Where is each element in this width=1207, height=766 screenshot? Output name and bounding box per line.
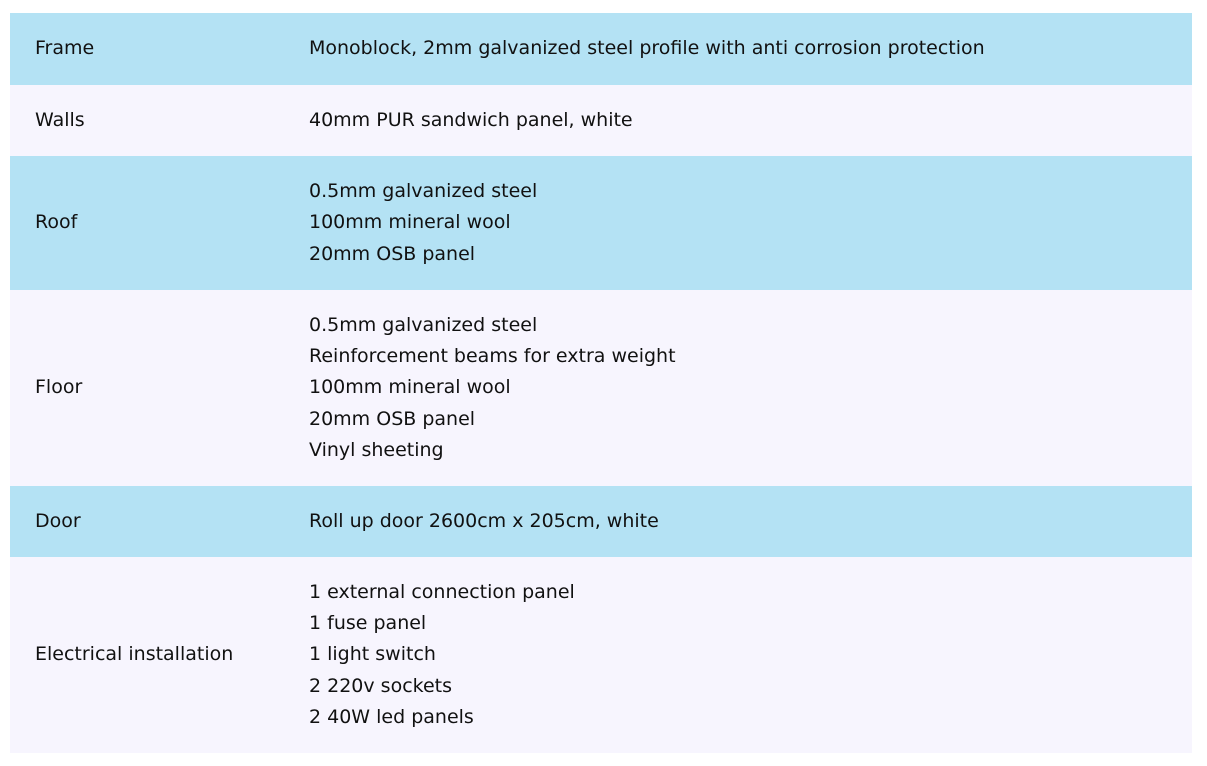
spec-value-line: 1 external connection panel <box>309 580 575 603</box>
spec-label-cell <box>10 486 309 557</box>
spec-value-line: Roll up door 2600cm x 205cm, white <box>309 509 659 532</box>
spec-label: Roof <box>35 211 78 234</box>
spec-value-line: 1 light switch <box>309 643 436 666</box>
spec-value-line: Reinforcement beams for extra weight <box>309 345 676 368</box>
spec-value-cell <box>309 13 1192 85</box>
spec-value-line: 2 40W led panels <box>309 705 474 728</box>
spec-label-cell <box>10 290 309 486</box>
spec-label-cell <box>10 85 309 156</box>
spec-label: Walls <box>35 108 85 131</box>
spec-row-frame <box>10 13 1192 85</box>
spec-label-cell <box>10 557 309 753</box>
spec-label: Door <box>35 509 81 532</box>
spec-value-cell <box>309 486 1192 557</box>
spec-value-line: 1 fuse panel <box>309 612 427 635</box>
spec-value-line: 0.5mm galvanized steel <box>309 180 538 203</box>
spec-value-line: 20mm OSB panel <box>309 407 476 430</box>
specification-table <box>10 13 1192 753</box>
spec-value-cell <box>309 156 1192 290</box>
spec-value-line: 20mm OSB panel <box>309 242 476 265</box>
spec-row-electrical-installation <box>10 557 1192 753</box>
spec-value-line: 2 220v sockets <box>309 674 453 697</box>
spec-value-line: Vinyl sheeting <box>309 438 444 461</box>
spec-value-cell <box>309 557 1192 753</box>
spec-value-line: 0.5mm galvanized steel <box>309 313 538 336</box>
spec-row-roof <box>10 156 1192 290</box>
spec-label: Frame <box>35 37 95 60</box>
spec-label-cell <box>10 13 309 85</box>
spec-value-cell <box>309 85 1192 156</box>
spec-row-walls <box>10 85 1192 156</box>
spec-value-line: 100mm mineral wool <box>309 376 511 399</box>
spec-label: Electrical installation <box>35 643 234 666</box>
spec-row-door <box>10 486 1192 557</box>
spec-value-line: Monoblock, 2mm galvanized steel profile with anti corrosion protection <box>309 37 985 60</box>
spec-value-cell <box>309 290 1192 486</box>
spec-row-floor <box>10 290 1192 486</box>
spec-value-line: 100mm mineral wool <box>309 211 511 234</box>
spec-label-cell <box>10 156 309 290</box>
spec-value-line: 40mm PUR sandwich panel, white <box>309 108 633 131</box>
spec-label: Floor <box>35 376 83 399</box>
